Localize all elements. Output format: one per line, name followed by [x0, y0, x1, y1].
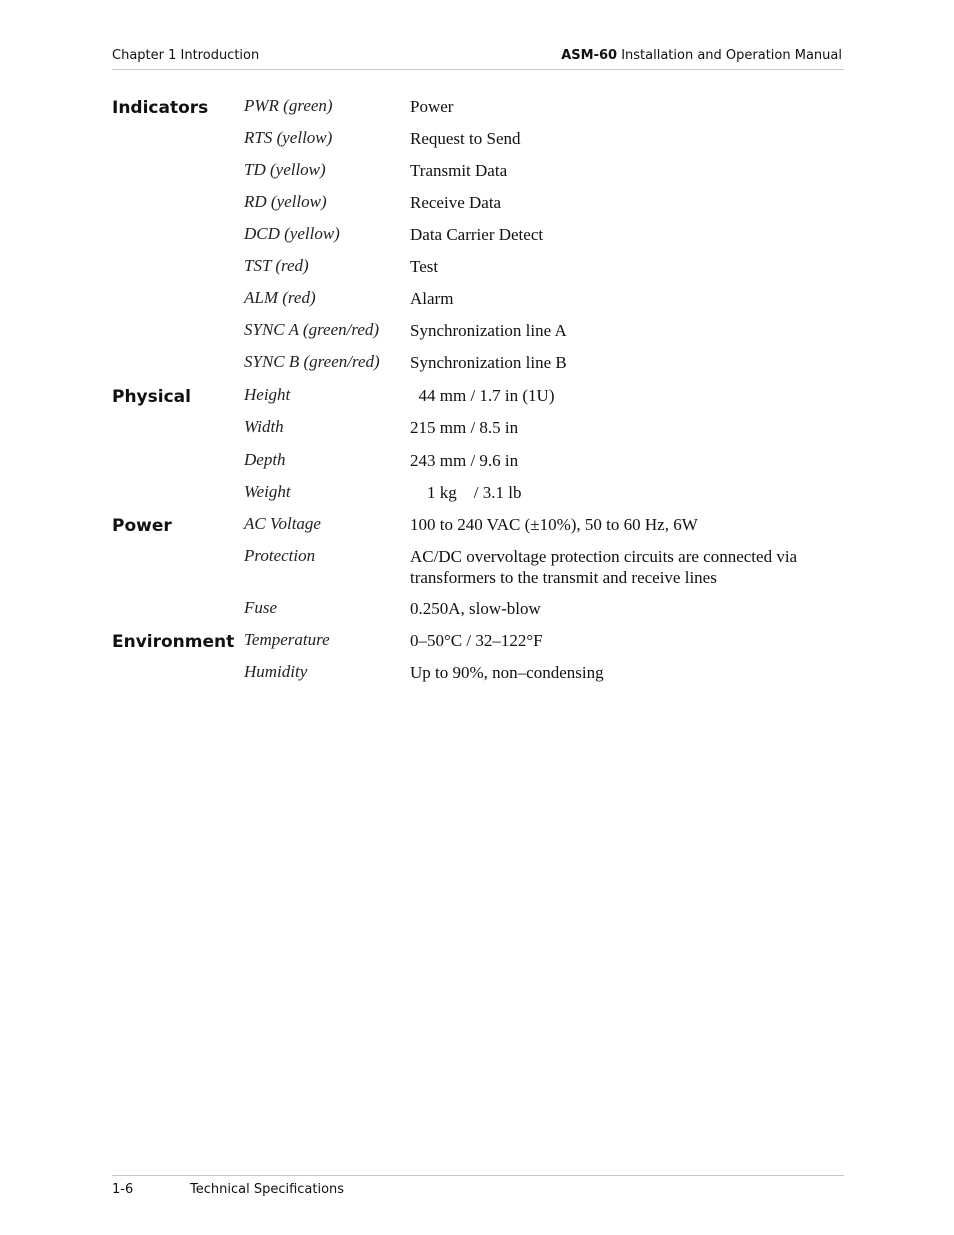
spec-value: Synchronization line A	[410, 321, 567, 340]
footer-section-title: Technical Specifications	[190, 1182, 345, 1197]
spec-label: SYNC A (green/red)	[244, 320, 380, 339]
spec-label: Weight	[244, 482, 291, 501]
spec-value: Test	[410, 257, 439, 276]
spec-label: AC Voltage	[244, 514, 321, 533]
spec-value: 100 to 240 VAC (±10%), 50 to 60 Hz, 6W	[410, 515, 698, 534]
manual-name: Installation and Operation Manual	[617, 48, 842, 63]
spec-label: Fuse	[244, 598, 278, 617]
spec-label: Depth	[244, 450, 286, 469]
spec-value: Synchronization line B	[410, 353, 567, 372]
spec-label: Protection	[244, 546, 316, 565]
spec-label: Humidity	[244, 662, 308, 681]
footer-divider	[112, 1175, 844, 1176]
spec-value: Data Carrier Detect	[410, 225, 544, 244]
spec-value: 1 kg / 3.1 lb	[410, 483, 522, 502]
section-title: Environment	[112, 632, 235, 652]
spec-label: ALM (red)	[244, 288, 316, 307]
spec-value: 44 mm / 1.7 in (1U)	[410, 386, 555, 405]
spec-label: SYNC B (green/red)	[244, 352, 380, 371]
spec-value: 215 mm / 8.5 in	[410, 418, 519, 437]
spec-value: Power	[410, 97, 454, 116]
spec-label: Height	[244, 385, 291, 404]
spec-label: Width	[244, 417, 284, 436]
spec-label: RD (yellow)	[244, 192, 327, 211]
spec-label: TST (red)	[244, 256, 309, 275]
spec-value: Receive Data	[410, 193, 502, 212]
spec-value: AC/DC overvoltage protection circuits are connected via transformers to the transmit and receive lines	[410, 547, 798, 587]
spec-value: 243 mm / 9.6 in	[410, 451, 519, 470]
section-title: Power	[112, 516, 172, 536]
spec-value: 0–50°C / 32–122°F	[410, 631, 543, 650]
manual-title	[561, 48, 842, 63]
spec-label: PWR (green)	[244, 96, 333, 115]
spec-label: DCD (yellow)	[244, 224, 340, 243]
header-divider	[112, 69, 844, 70]
spec-label: RTS (yellow)	[244, 128, 333, 147]
spec-label: TD (yellow)	[244, 160, 326, 179]
spec-value: Alarm	[410, 289, 454, 308]
section-title: Indicators	[112, 98, 209, 118]
spec-value: Transmit Data	[410, 161, 508, 180]
spec-label: Temperature	[244, 630, 330, 649]
page-number: 1-6	[112, 1182, 134, 1197]
spec-value: Request to Send	[410, 129, 521, 148]
section-title: Physical	[112, 387, 191, 407]
spec-value: 0.250A, slow-blow	[410, 599, 541, 618]
product-name: ASM-60	[561, 48, 618, 63]
running-header	[112, 48, 844, 70]
spec-value: Up to 90%, non–condensing	[410, 663, 604, 682]
chapter-title: Chapter 1 Introduction	[112, 48, 260, 63]
